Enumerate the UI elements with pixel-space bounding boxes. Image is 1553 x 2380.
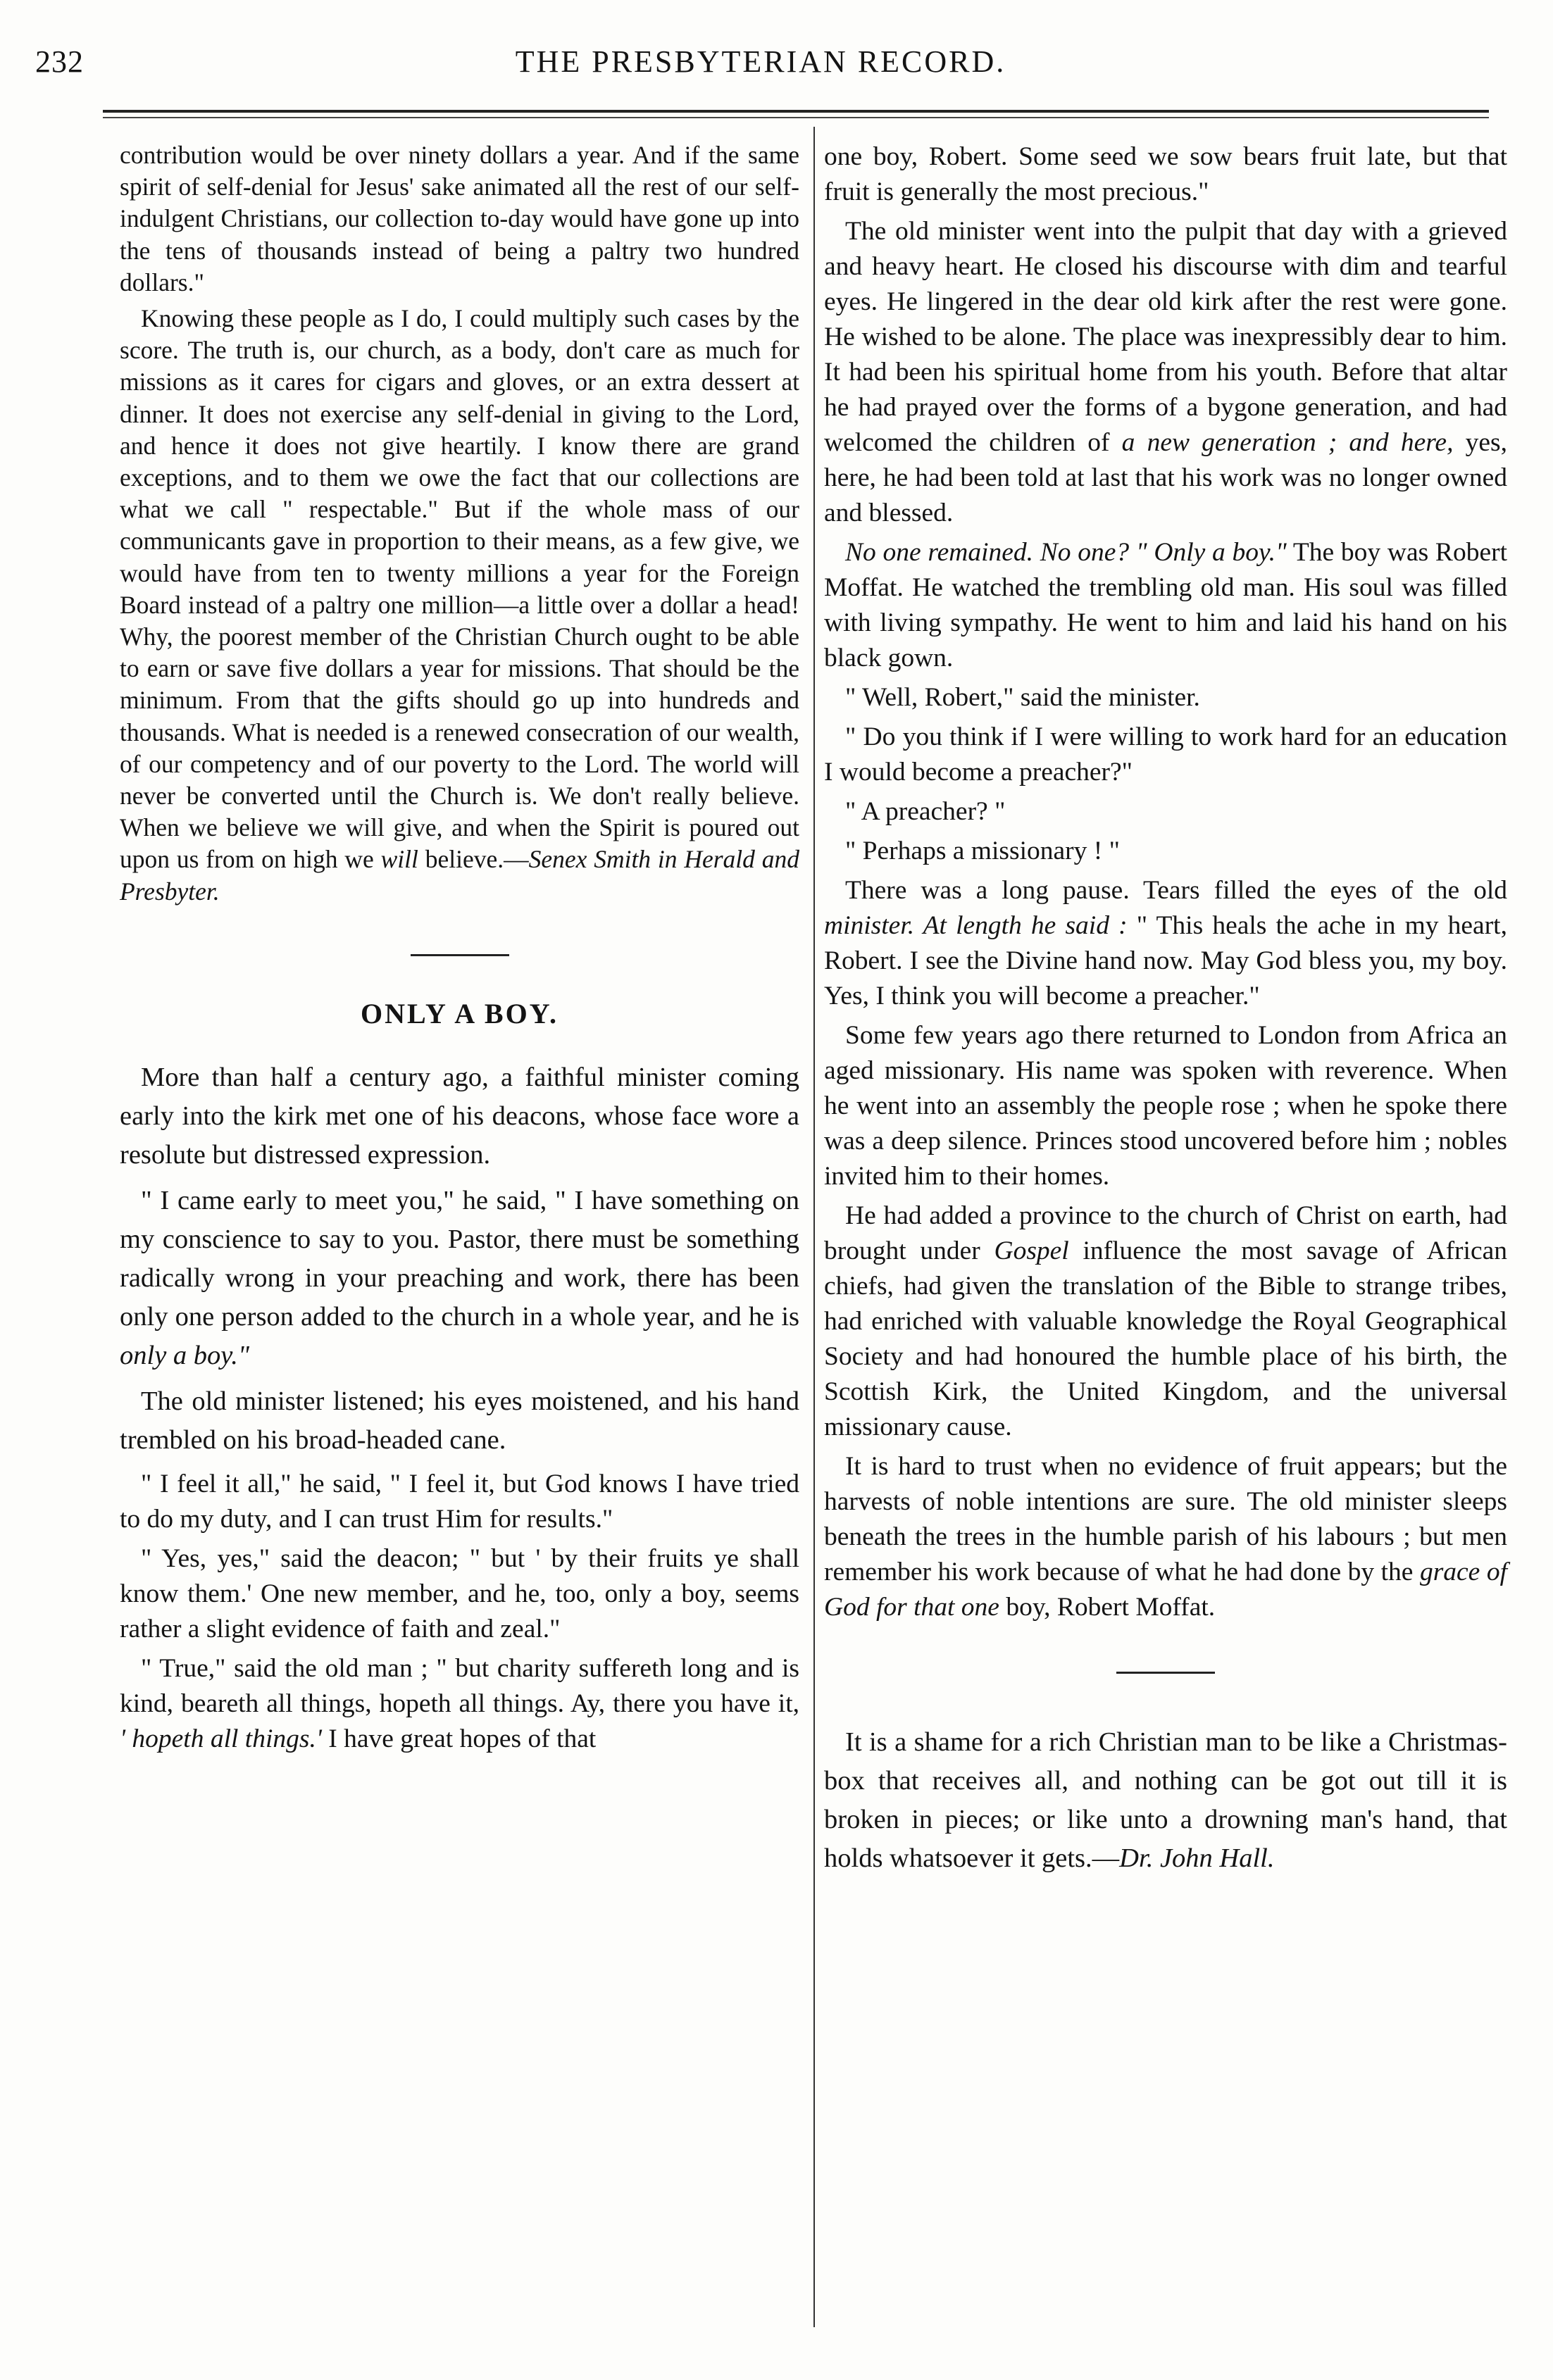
paragraph-text: The boy was Robert Moffat. He watched the trembling old man. His soul was filled with living sympathy. He went to him and laid his hand on his black gown. (824, 538, 1507, 672)
header-rule (103, 110, 1489, 113)
article-paragraph (824, 794, 1507, 829)
article-paragraph (824, 720, 1507, 790)
left-column (120, 139, 799, 1761)
article-paragraph (120, 139, 799, 299)
article-paragraph (120, 1651, 799, 1757)
italic-text: ' hopeth all things.' (120, 1724, 322, 1753)
paragraph-text: " Do you think if I were willing to work hard for an education I would become a preacher?" (824, 722, 1507, 787)
article-paragraph (824, 1449, 1507, 1625)
article-paragraph (120, 1467, 799, 1537)
paragraph-text: The old minister went into the pulpit that day with a grieved and heavy heart. He closed his discourse with dim and tearful eyes. He lingered in the dear old kirk after the rest were gone. He wished to be alone. The place was inexpressibly dear to him. It had been his spiritual home from his youth. Before that altar he had prayed over the forms of a bygone generation, and had welcomed the children of (824, 217, 1507, 457)
article-paragraph (824, 139, 1507, 210)
paragraph-text: There was a long pause. Tears filled the eyes of the old (845, 876, 1507, 905)
article-paragraph (120, 1382, 799, 1460)
paragraph-text: I have great hopes of that (321, 1724, 597, 1753)
paragraph-text: boy, Robert Moffat. (999, 1593, 1216, 1622)
paragraph-text: It is hard to trust when no evidence of fruit appears; but the harvests of noble intentions are sure. The old minister sleeps beneath the trees in the humble parish of his labours ; but men remember his work because of what he had done by the (824, 1452, 1507, 1586)
paragraph-text: More than half a century ago, a faithful minister coming early into the kirk met one of his deacons, whose face wore a resolute but distressed expression. (120, 1062, 799, 1170)
italic-text: minister. At length he said : (824, 911, 1128, 940)
paragraph-text: believe.— (418, 845, 529, 874)
article-paragraph (120, 1058, 799, 1175)
paragraph-text: " This heals the ache in my heart, Robert. I see the Divine hand now. May God bless you, my boy. Yes, I think you will become a preacher." (824, 911, 1507, 1010)
article-paragraph (824, 834, 1507, 869)
article-paragraph (824, 1018, 1507, 1194)
paragraph-text: " I came early to meet you," he said, " I have something on my conscience to say to you. Pastor, there must be something radically wrong in your preaching and work, there has been only one person added to the church in a whole year, and he is (120, 1185, 799, 1332)
paragraph-text: " A preacher? " (845, 797, 1006, 826)
header-rule-thin (103, 117, 1489, 118)
italic-text: a new generation ; and here, (1121, 428, 1454, 457)
paragraph-text: one boy, Robert. Some seed we sow bears fruit late, but that fruit is generally the most precious." (824, 142, 1507, 206)
italic-text: only a boy." (120, 1340, 250, 1370)
paragraph-text: It is a shame for a rich Christian man to be like a Christmas-box that receives all, and nothing can be got out till it is broken in pieces; or like unto a drowning man's hand, that holds whatsoever it gets.— (824, 1727, 1507, 1873)
article-paragraph (120, 1182, 799, 1375)
article-paragraph (824, 1198, 1507, 1445)
article-attribution: Senex Smith in Herald and Presbyter. (120, 845, 799, 906)
article-paragraph (824, 680, 1507, 715)
italic-text: will (380, 845, 418, 874)
paragraph-text: " True," said the old man ; " but charity suffereth long and is kind, beareth all things, hopeth all things. Ay, there you have it, (120, 1653, 799, 1718)
paragraph-text: " Yes, yes," said the deacon; " but ' by their fruits ye shall know them.' One new member, and he, too, only a boy, seems rather a slight evidence of faith and zeal." (120, 1543, 799, 1643)
paragraph-text: Some few years ago there returned to London from Africa an aged missionary. His name was spoken with reverence. When he went into an assembly the people rose ; when he spoke there was a deep silence. Princes stood uncovered before him ; nobles invited him to their homes. (824, 1021, 1507, 1191)
paragraph-text: " Well, Robert," said the minister. (845, 683, 1200, 712)
italic-text: Gospel (994, 1236, 1069, 1265)
section-title: ONLY A BOY. (361, 997, 559, 1029)
right-column (824, 139, 1507, 1885)
italic-text: No one remained. No one? " Only a boy." (845, 538, 1287, 567)
paragraph-text: influence the most savage of African chiefs, had given the translation of the Bible to strange tribes, had enriched with valuable knowledge the Royal Geographical Society and had honoured the humble place of his birth, the Scottish Kirk, the United Kingdom, and the universal missionary cause. (824, 1236, 1507, 1441)
paragraph-text: " I feel it all," he said, " I feel it, but God knows I have tried to do my duty, and I can trust Him for results." (120, 1469, 799, 1534)
column-divider (813, 127, 815, 2327)
paragraph-text: The old minister listened; his eyes moistened, and his hand trembled on his broad-headed cane. (120, 1386, 799, 1455)
article-paragraph (824, 214, 1507, 531)
italic-text: grace of God for that one (824, 1558, 1507, 1622)
article-paragraph (824, 1723, 1507, 1878)
paragraph-text: Knowing these people as I do, I could multiply such cases by the score. The truth is, our church, as a body, don't care as much for missions as it cares for cigars and gloves, or an extra dessert at dinner. It does not exercise any self-denial in giving to the Lord, and hence it does not give heartily. I know there are grand exceptions, and to them we owe the fact that our collections are what we call " respectable." But if the whole mass of our communicants gave in proportion to their means, as a few give, we would have from ten to twenty millions a year for the Foreign Board instead of a paltry one million—a little over a dollar a head! Why, the poorest member of the Christian Church ought to be able to earn or save five dollars a year for missions. That should be the minimum. From that the gifts should go up into hundreds and thousands. What is needed is a renewed consecration of our wealth, of our competency and of our poverty to the Lord. The world will never be converted until the Church is. We don't really believe. When we believe we will give, and when the Spirit is poured out upon us from on high we (120, 304, 799, 874)
article-paragraph (824, 873, 1507, 1014)
article-paragraph (120, 303, 799, 908)
running-title: THE PRESBYTERIAN RECORD. (515, 44, 1006, 79)
paragraph-text: yes, here, he had been told at last that his work was no longer owned and blessed. (824, 428, 1507, 527)
article-attribution: Dr. John Hall. (1119, 1843, 1275, 1873)
paragraph-text: He had added a province to the church of Christ on earth, had brought under (824, 1201, 1507, 1265)
page-number: 232 (35, 44, 84, 79)
paragraph-text: contribution would be over ninety dollars a year. And if the same spirit of self-denial for Jesus' sake animated all the rest of our self-indulgent Christians, our collection to-day would have gone up into the tens of thousands instead of being a paltry two hundred dollars." (120, 141, 799, 296)
article-paragraph (120, 1541, 799, 1647)
paragraph-text: " Perhaps a missionary ! " (845, 837, 1120, 865)
article-paragraph (824, 535, 1507, 676)
page-header (35, 44, 1486, 93)
